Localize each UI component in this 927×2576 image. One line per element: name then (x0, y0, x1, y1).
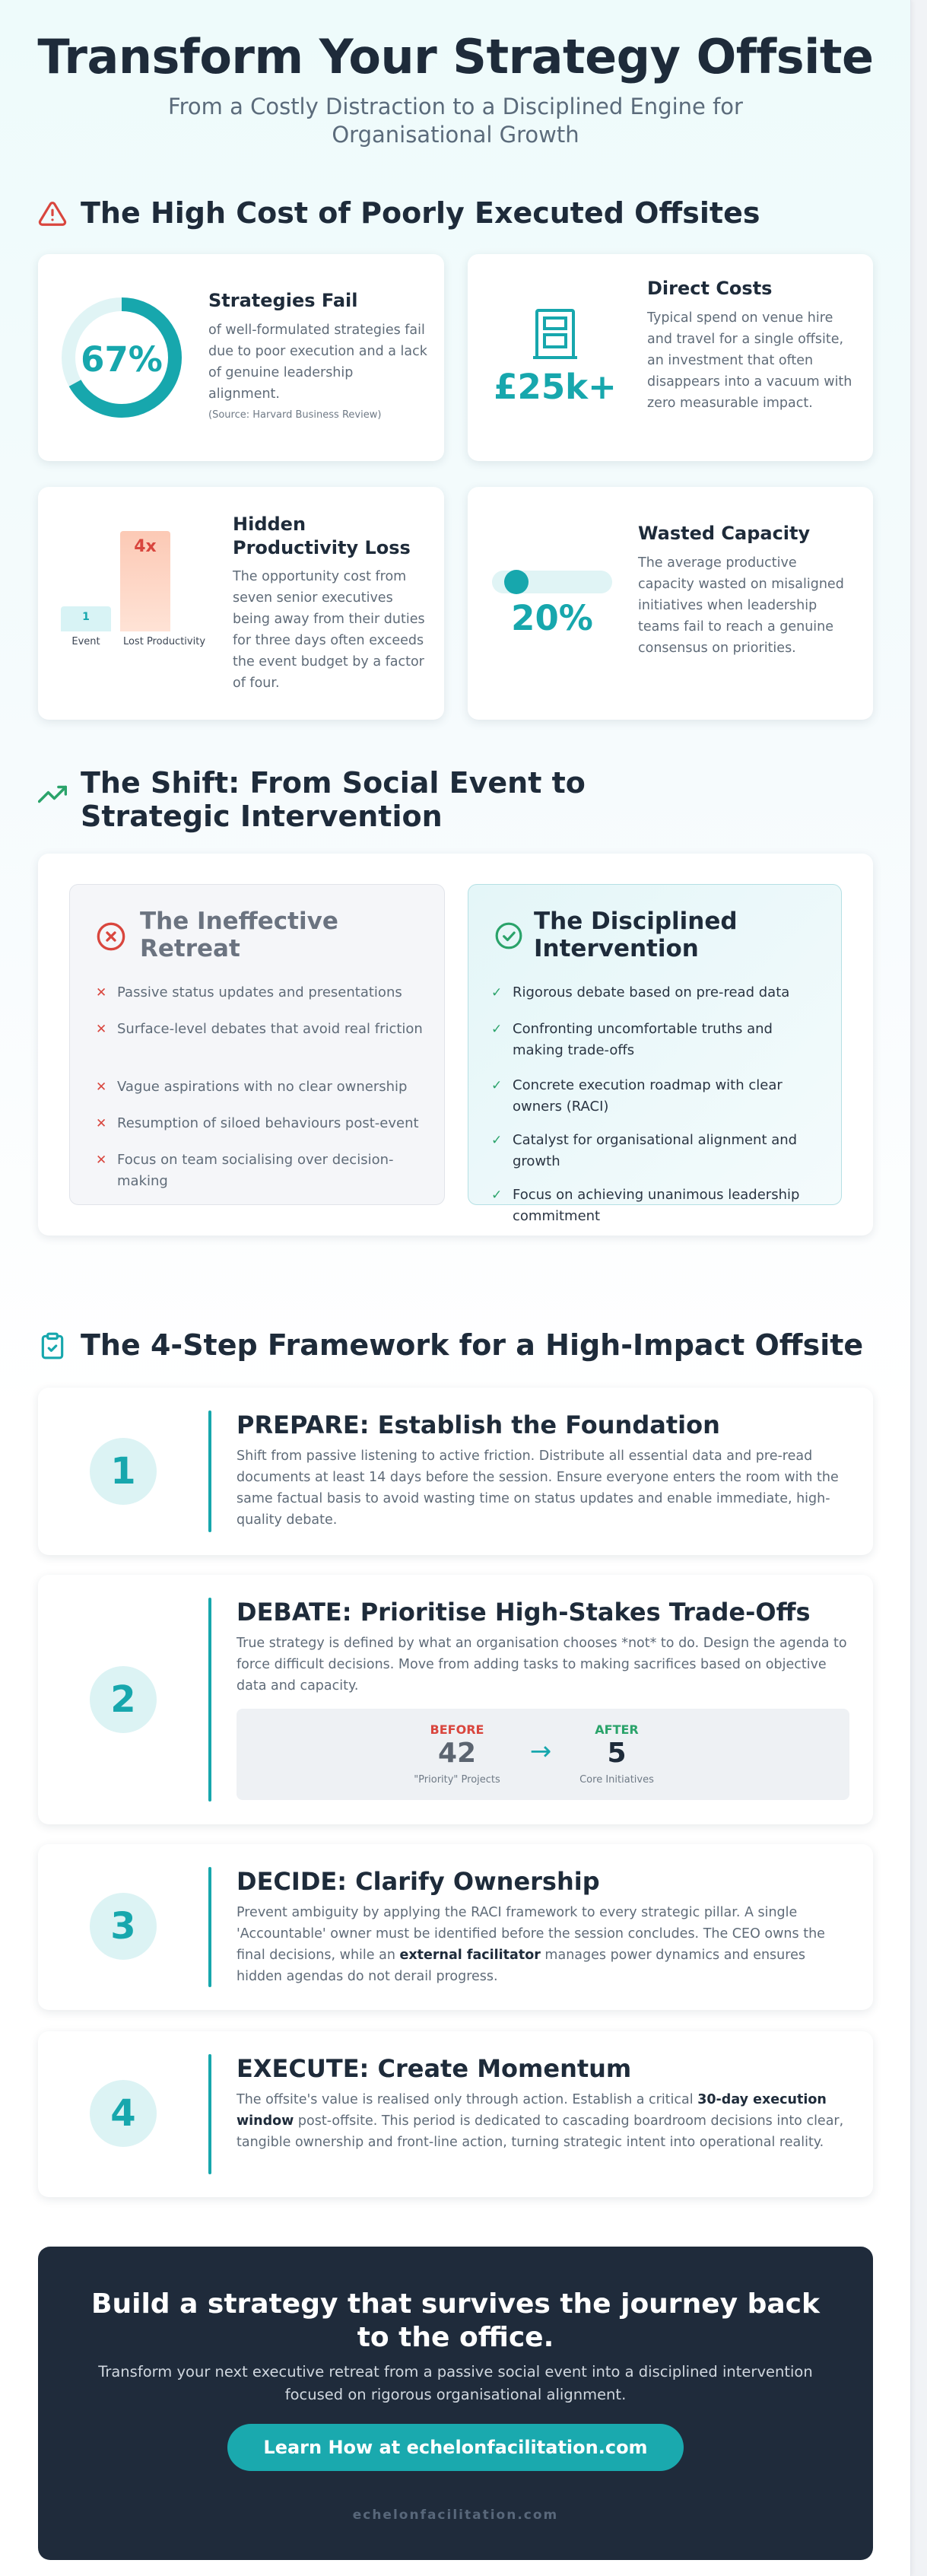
stat-title: Direct Costs (647, 278, 773, 299)
check-mark-icon: ✓ (491, 1022, 503, 1037)
footer-domain: echelonfacilitation.com (352, 2508, 559, 2523)
x-mark-icon: ✕ (96, 1116, 107, 1131)
capacity-slider-track (492, 571, 612, 593)
shift-section-title: The Shift: From Social Event to Strategic Intervention (81, 766, 586, 833)
step-title: PREPARE: Establish the Foundation (237, 1410, 720, 1439)
step-divider (208, 1867, 211, 1987)
learn-more-button[interactable]: Learn How at echelonfacilitation.com (227, 2424, 684, 2471)
warning-triangle-icon (38, 199, 67, 228)
framework-step-1 (38, 1388, 873, 1555)
bar-lost-productivity-value: 4x (134, 537, 157, 556)
step-title: DEBATE: Prioritise High-Stakes Trade-Offs (237, 1598, 811, 1627)
bar-event (61, 606, 111, 631)
after-value: 5 (607, 1738, 627, 1769)
list-item: ✓ Concrete execution roadmap with clear owners (RACI) (491, 1075, 826, 1118)
step-number: 2 (90, 1666, 157, 1733)
check-mark-icon: ✓ (491, 1133, 503, 1148)
step-number: 4 (90, 2080, 157, 2147)
check-circle-icon (494, 921, 523, 950)
step-title: EXECUTE: Create Momentum (237, 2054, 632, 2083)
stat-card-wasted-capacity (468, 487, 873, 720)
stat-card-strategies-fail (38, 254, 444, 461)
before-value: 42 (437, 1738, 477, 1769)
list-item: ✕ Vague aspirations with no clear ownership (96, 1077, 407, 1098)
framework-step-4 (38, 2031, 873, 2197)
stat-title: Wasted Capacity (638, 523, 811, 544)
list-item: ✓ Focus on achieving unanimous leadership commitment (491, 1185, 826, 1227)
trending-up-icon (38, 780, 67, 809)
bar-lost-productivity-label: Lost Productivity (122, 636, 206, 647)
stat-card-productivity-loss (38, 487, 444, 720)
cost-section-title: The High Cost of Poorly Executed Offsites (81, 196, 760, 230)
stat-card-direct-costs (468, 254, 873, 461)
step-number: 1 (90, 1438, 157, 1505)
step-description: The offsite's value is realised only through action. Establish a critical 30-day execution window post-offsite. This period is dedicated to cascading boardroom decisions into clear, tangible ownership and front-line action, turning strategic intent into operational reality. (237, 2092, 844, 2150)
step-divider (208, 1598, 211, 1802)
clipboard-check-icon (38, 1331, 67, 1360)
step-description: True strategy is defined by what an organisation chooses *not* to do. Design the agenda to force difficult decisions. Move from adding tasks to making sacrifices based on objective data and capacity. (237, 1636, 847, 1693)
cta-text: Transform your next executive retreat from a passive social event into a disciplined intervention focused on rigorous organisational alignment. (98, 2363, 813, 2403)
shift-comparison-card (38, 854, 873, 1236)
x-circle-icon (96, 921, 126, 952)
check-mark-icon: ✓ (491, 1078, 503, 1093)
stat-description: The average productive capacity wasted on misaligned initiatives when leadership teams fail to reach a genuine consensus on priorities. (638, 555, 844, 656)
step-divider (208, 2054, 211, 2174)
check-mark-icon: ✓ (491, 985, 503, 1000)
framework-step-2 (38, 1575, 873, 1824)
building-icon (532, 307, 578, 361)
stat-source: (Source: Harvard Business Review) (208, 409, 382, 421)
stat-description: The opportunity cost from seven senior executives being away from their duties for three days often exceeds the event budget by a factor of four. (233, 569, 425, 691)
framework-step-3 (38, 1844, 873, 2010)
after-label: AFTER (595, 1722, 639, 1737)
step-description: Prevent ambiguity by applying the RACI framework to every strategic pillar. A single 'Accountable' owner must be identified before the session concludes. The CEO owns the final decisions, while an external facilitator manages power dynamics and ensures hidden agendas do not derail progress. (237, 1905, 825, 1984)
page-title: Transform Your Strategy Offsite (37, 29, 874, 84)
step-divider (208, 1410, 211, 1532)
page-subtitle: From a Costly Distraction to a Disciplined Engine for Organisational Growth (168, 94, 743, 148)
framework-section-title: The 4-Step Framework for a High-Impact Offsite (81, 1328, 864, 1362)
check-mark-icon: ✓ (491, 1188, 503, 1203)
list-item: ✓ Confronting uncomfortable truths and making trade-offs (491, 1019, 826, 1061)
before-caption: "Priority" Projects (414, 1774, 500, 1786)
step-description: Shift from passive listening to active friction. Distribute all essential data and pre-read documents at least 14 days before the session. Ensure everyone enters the room with the same factual basis to avoid wasting time on status updates and enable immediate, high-quality debate. (237, 1449, 839, 1528)
cta-title: Build a strategy that survives the journey back to the office. (91, 2288, 820, 2353)
ineffective-retreat-panel (69, 884, 445, 1205)
bar-event-label: Event (71, 636, 100, 647)
framework-section-heading (38, 1328, 863, 1362)
stat-description: of well-formulated strategies fail due to poor execution and a lack of genuine leadership alignment. (208, 323, 427, 402)
x-mark-icon: ✕ (96, 1153, 107, 1168)
step-title: DECIDE: Clarify Ownership (237, 1867, 600, 1896)
emphasis-text: 30-day execution window (237, 2092, 827, 2129)
emphasis-text: external facilitator (399, 1948, 541, 1963)
stat-title: Hidden Productivity Loss (233, 514, 411, 558)
before-label: BEFORE (430, 1722, 484, 1737)
list-item: ✕ Resumption of siloed behaviours post-event (96, 1113, 419, 1134)
disciplined-intervention-panel (468, 884, 842, 1224)
bar-lost-productivity (120, 531, 170, 631)
x-mark-icon: ✕ (96, 1080, 107, 1095)
list-item: ✕ Passive status updates and presentations (96, 982, 402, 1003)
step-number: 3 (90, 1893, 157, 1960)
after-caption: Core Initiatives (579, 1774, 654, 1786)
stat-value: £25k+ (494, 367, 617, 407)
stat-value: 20% (511, 598, 593, 638)
list-item: ✕ Focus on team socialising over decision-making (96, 1150, 430, 1192)
list-item: ✓ Catalyst for organisational alignment and growth (491, 1130, 826, 1172)
list-item: ✕ Surface-level debates that avoid real friction (96, 1019, 423, 1040)
capacity-slider-knob (504, 570, 529, 594)
x-mark-icon: ✕ (96, 985, 107, 1000)
shift-section-heading (38, 766, 859, 833)
before-after-panel (237, 1709, 849, 1800)
stat-description: Typical spend on venue hire and travel for a single offsite, an investment that often disappears into a vacuum with zero measurable impact. (647, 310, 852, 411)
cost-section-heading (38, 196, 760, 230)
ineffective-title: The Ineffective Retreat (140, 908, 338, 962)
disciplined-title: The Disciplined Intervention (534, 908, 738, 962)
stat-title: Strategies Fail (208, 290, 358, 311)
list-item: ✓ Rigorous debate based on pre-read data (491, 982, 789, 1003)
bar-event-value: 1 (82, 611, 90, 623)
arrow-right-icon: → (529, 1736, 552, 1767)
x-mark-icon: ✕ (96, 1022, 107, 1037)
stat-value: 67% (81, 339, 163, 380)
call-to-action-panel (38, 2247, 873, 2560)
